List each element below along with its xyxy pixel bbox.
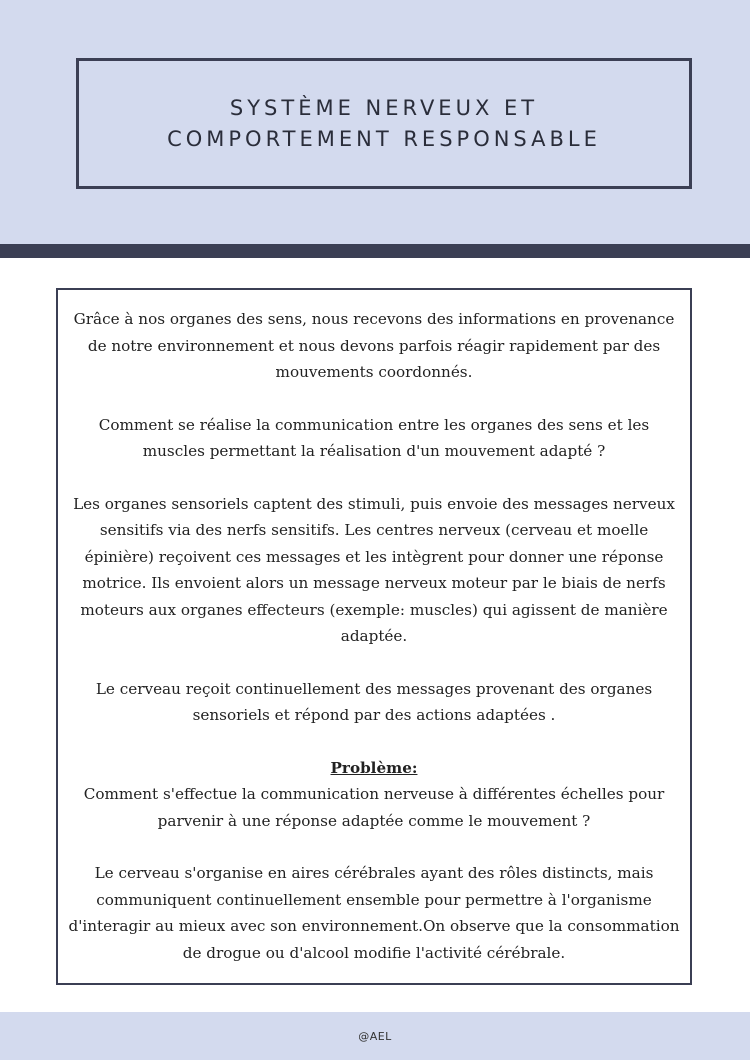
title-box: [76, 58, 692, 189]
problem-label: Problème:: [330, 758, 418, 777]
content-box: [56, 288, 692, 985]
question-paragraph: Comment se réalise la communication entre les organes des sens et les muscles permettant la réalisation d'un mouvement adapté ?: [98, 415, 650, 460]
intro-paragraph: Grâce à nos organes des sens, nous recevons des informations en provenance de notre environnement et nous devons parfois réagir rapidement par des mouvements coordonnés.: [73, 310, 675, 381]
problem-text: Comment s'effectue la communication nerveuse à différentes échelles pour parvenir à une réponse adaptée comme le mouvement ?: [83, 785, 665, 830]
problem-block: [68, 755, 680, 835]
brain-areas-paragraph: Le cerveau s'organise en aires cérébrales ayant des rôles distincts, mais communiquent continuellement ensemble pour permettre à l'organisme d'interagir au mieux avec son environnement.On observe que la consommation de drogue ou d'alcool modifie l'activité cérébrale.: [68, 864, 680, 962]
explanation-paragraph: Les organes sensoriels captent des stimuli, puis envoie des messages nerveux sensitifs via des nerfs sensitifs. Les centres nerveux (cerveau et moelle épinière) reçoivent ces messages et les intègrent pour donner une réponse motrice. Ils envoient alors un message nerveux moteur par le biais de nerfs moteurs aux organes effecteurs (exemple: muscles) qui agissent de manière adaptée.: [73, 494, 675, 645]
page-title: SYSTÈME NERVEUX ET COMPORTEMENT RESPONSABLE: [167, 95, 601, 151]
footer-band: [0, 1012, 750, 1060]
brain-messages-paragraph: Le cerveau reçoit continuellement des messages provenant des organes sensoriels et répond par des actions adaptées .: [95, 679, 653, 724]
footer-credit: @AEL: [358, 1029, 392, 1043]
header-divider-bar: [0, 244, 750, 258]
